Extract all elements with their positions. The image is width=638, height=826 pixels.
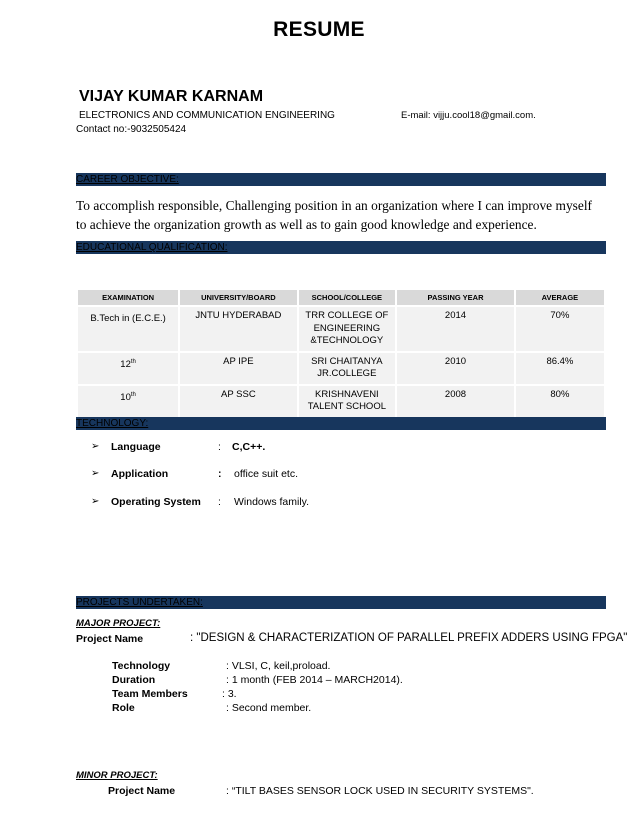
tech-label: Application (111, 468, 169, 480)
table-row (78, 307, 604, 351)
section-title-projects: PROJECTS UNDERTAKEN: (76, 597, 203, 608)
section-bar-projects (76, 596, 606, 609)
major-project-heading: MAJOR PROJECT: (76, 618, 161, 629)
table-cell-average: 80% (516, 386, 604, 417)
detail-label-duration: Duration (112, 674, 156, 686)
minor-project-name-value: : “TILT BASES SENSOR LOCK USED IN SECURITY SYSTEMS". (226, 785, 534, 797)
table-cell-exam: 10th (78, 386, 178, 417)
tech-value: C,C++. (232, 441, 266, 453)
table-cell-school: TRR COLLEGE OF ENGINEERING &TECHNOLOGY (299, 307, 396, 351)
detail-label-technology: Technology (112, 660, 171, 672)
table-cell-school: KRISHNAVENI TALENT SCHOOL (299, 386, 396, 417)
table-cell-exam: B.Tech in (E.C.E.) (78, 307, 178, 351)
tech-label: Operating System (111, 496, 201, 508)
resume-title: RESUME (273, 18, 365, 41)
table-header-cell: EXAMINATION (78, 290, 178, 305)
section-title-technology: TECHNOLOGY: (76, 418, 149, 429)
tech-value: office suit etc. (234, 468, 299, 480)
section-bar-career-objective (76, 173, 606, 186)
tech-colon: : (218, 468, 222, 480)
email: E-mail: vijju.cool18@gmail.com. (401, 110, 536, 121)
table-header-cell: PASSING YEAR (397, 290, 514, 305)
table-cell-year: 2008 (397, 386, 514, 417)
major-project-name-label: Project Name (76, 633, 144, 645)
table-header-cell: UNIVERSITY/BOARD (180, 290, 296, 305)
arrow-bullet-icon: ➢ (91, 441, 100, 452)
education-table (76, 288, 606, 419)
section-title-career-objective: CAREER OBJECTIVE: (76, 174, 179, 185)
table-header-row (78, 290, 604, 305)
table-cell-board: AP SSC (180, 386, 296, 417)
tech-colon: : (218, 496, 221, 508)
department: ELECTRONICS AND COMMUNICATION ENGINEERING (79, 110, 335, 121)
table-cell-average: 86.4% (516, 353, 604, 384)
detail-label-role: Role (112, 702, 135, 714)
tech-value: Windows family. (234, 496, 310, 508)
table-header-cell: AVERAGE (516, 290, 604, 305)
detail-label-team-members: Team Members (112, 688, 188, 700)
table-cell-board: AP IPE (180, 353, 296, 384)
detail-value-team-members: : 3. (222, 688, 237, 700)
tech-colon: : (218, 441, 221, 453)
table-cell-year: 2014 (397, 307, 514, 351)
table-cell-exam: 12th (78, 353, 178, 384)
detail-value-role: : Second member. (226, 702, 312, 714)
candidate-name: VIJAY KUMAR KARNAM (79, 88, 264, 105)
detail-value-duration: : 1 month (FEB 2014 – MARCH2014). (226, 674, 403, 686)
contact-number: Contact no:-9032505424 (76, 124, 187, 135)
table-row (78, 353, 604, 384)
major-project-name-value: : "DESIGN & CHARACTERIZATION OF PARALLEL PREFIX ADDERS USING FPGA" (190, 632, 628, 644)
detail-value-technology: : VLSI, C, keil,proload. (226, 660, 331, 672)
arrow-bullet-icon: ➢ (91, 468, 100, 479)
table-cell-year: 2010 (397, 353, 514, 384)
table-cell-board: JNTU HYDERABAD (180, 307, 296, 351)
table-row (78, 386, 604, 417)
minor-project-heading: MINOR PROJECT: (76, 770, 158, 781)
section-bar-technology (76, 417, 606, 430)
table-cell-school: SRI CHAITANYA JR.COLLEGE (299, 353, 396, 384)
arrow-bullet-icon: ➢ (91, 496, 100, 507)
section-bar-education (76, 241, 606, 254)
minor-project-name-label: Project Name (108, 785, 176, 797)
tech-label: Language (111, 441, 161, 453)
section-title-education: EDUCATIONAL QUALIFICATION: (76, 242, 228, 253)
table-header-cell: SCHOOL/COLLEGE (299, 290, 396, 305)
career-objective-text: To accomplish responsible, Challenging position in an organization where I can improve myself to achieve the organization growth as well as to gain good knowledge and experience. (76, 198, 592, 232)
table-cell-average: 70% (516, 307, 604, 351)
